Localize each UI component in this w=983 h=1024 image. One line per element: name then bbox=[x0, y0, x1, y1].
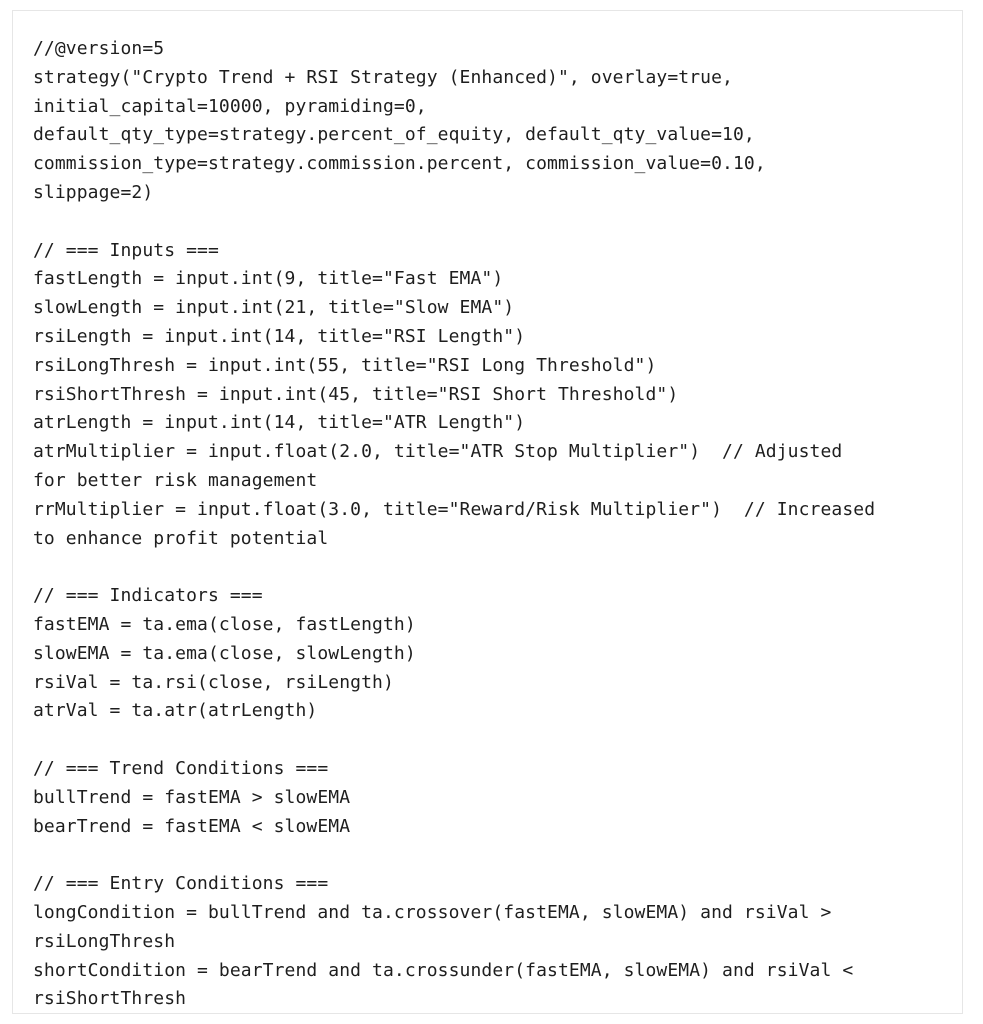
code-line: slowEMA = ta.ema(close, slowLength) bbox=[33, 642, 416, 664]
code-line: bearTrend = fastEMA < slowEMA bbox=[33, 815, 351, 837]
code-line: rsiLength = input.int(14, title="RSI Length") bbox=[33, 325, 526, 347]
code-line: fastEMA = ta.ema(close, fastLength) bbox=[33, 613, 416, 635]
code-comment: // === Indicators === bbox=[33, 585, 263, 607]
code-line: longCondition = bullTrend and ta.crossover(fastEMA, slowEMA) and rsiVal > bbox=[33, 901, 832, 923]
code-line: strategy("Crypto Trend + RSI Strategy (Enhanced)", overlay=true, bbox=[33, 66, 733, 88]
code-line: atrVal = ta.atr(atrLength) bbox=[33, 700, 318, 722]
code-line: commission_type=strategy.commission.percent, commission_value=0.10, bbox=[33, 153, 766, 175]
code-line: shortCondition = bearTrend and ta.crossunder(fastEMA, slowEMA) and rsiVal < bbox=[33, 959, 854, 981]
blank-line bbox=[33, 841, 962, 870]
code-line: rsiShortThresh bbox=[33, 988, 187, 1010]
blank-line bbox=[33, 726, 962, 755]
blank-line bbox=[33, 553, 962, 582]
code-comment: // === Inputs === bbox=[33, 239, 219, 261]
code-line: to enhance profit potential bbox=[33, 527, 329, 549]
code-line: for better risk management bbox=[33, 469, 318, 491]
code-line: rsiLongThresh = input.int(55, title="RSI Long Threshold") bbox=[33, 354, 657, 376]
code-line: atrLength = input.int(14, title="ATR Length") bbox=[33, 412, 526, 434]
blank-line bbox=[33, 208, 962, 237]
code-comment: // === Entry Conditions === bbox=[33, 873, 329, 895]
code-line: slippage=2) bbox=[33, 181, 154, 203]
code-line: initial_capital=10000, pyramiding=0, bbox=[33, 95, 427, 117]
code-line: default_qty_type=strategy.percent_of_equity, default_qty_value=10, bbox=[33, 124, 755, 146]
code-line: rsiShortThresh = input.int(45, title="RSI Short Threshold") bbox=[33, 383, 679, 405]
code-line: //@version=5 bbox=[33, 38, 165, 59]
code-line: slowLength = input.int(21, title="Slow EMA") bbox=[33, 297, 515, 319]
code-line: bullTrend = fastEMA > slowEMA bbox=[33, 786, 351, 808]
code-comment: // === Trend Conditions === bbox=[33, 757, 329, 779]
code-line: rsiVal = ta.rsi(close, rsiLength) bbox=[33, 671, 394, 693]
code-line: rsiLongThresh bbox=[33, 930, 176, 952]
code-line: atrMultiplier = input.float(2.0, title="ATR Stop Multiplier") // Adjusted bbox=[33, 441, 843, 463]
code-line: fastLength = input.int(9, title="Fast EMA") bbox=[33, 268, 504, 290]
code-line: rrMultiplier = input.float(3.0, title="Reward/Risk Multiplier") // Increased bbox=[33, 498, 876, 520]
code-block bbox=[12, 10, 963, 1014]
